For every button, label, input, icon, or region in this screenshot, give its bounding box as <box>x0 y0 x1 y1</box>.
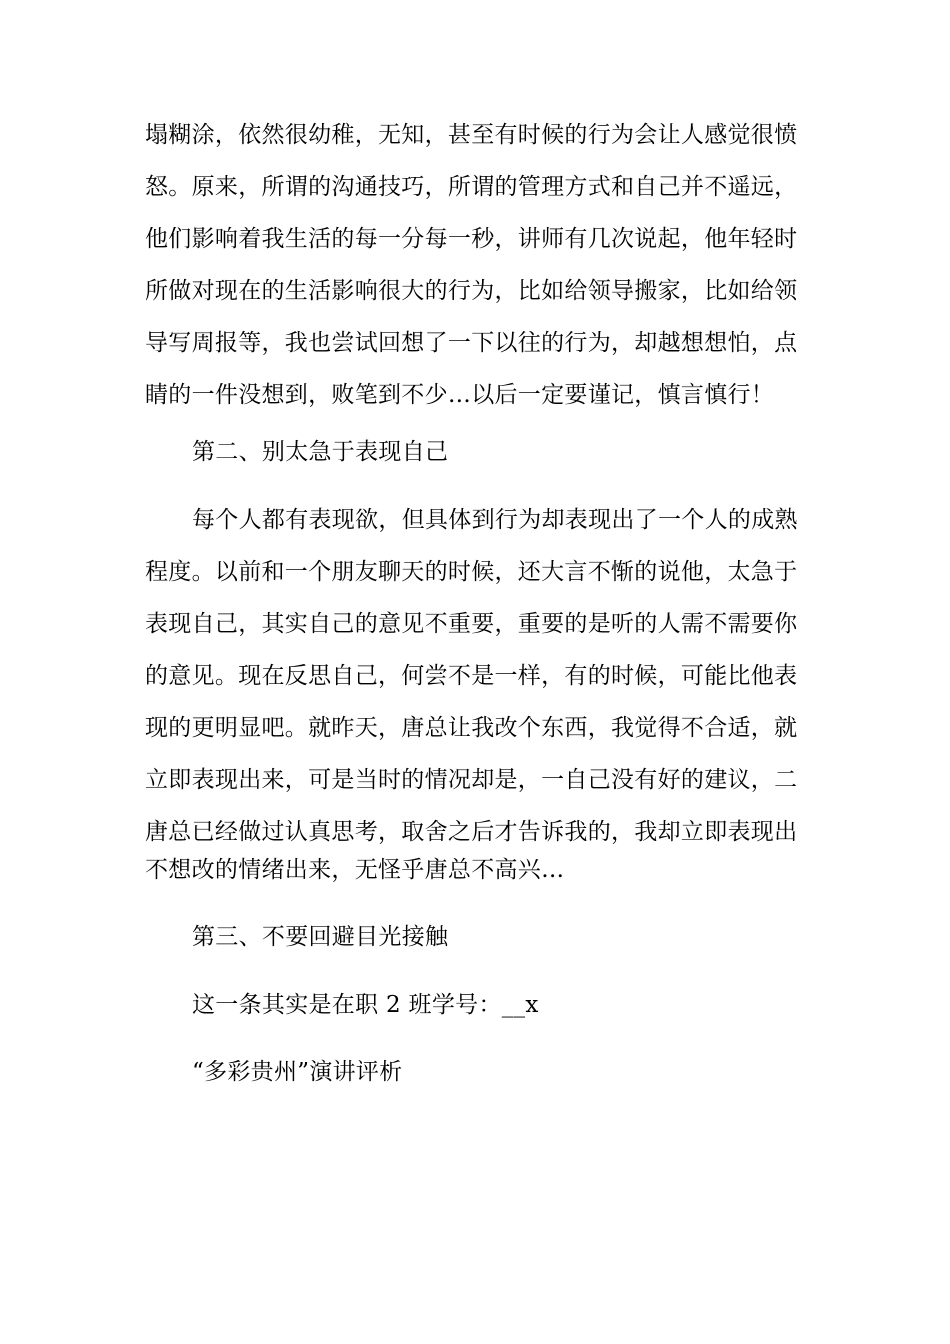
class-number-line: 这一条其实是在职 2 班学号：__x <box>192 992 539 1018</box>
paragraph1-line-2: 怒。原来，所谓的沟通技巧，所谓的管理方式和自己并不遥远， <box>145 174 798 200</box>
section-heading-3: 第三、不要回避目光接触 <box>192 924 449 950</box>
section-heading-2: 第二、别太急于表现自己 <box>192 439 449 465</box>
paragraph1-line-6: 睛的一件没想到，败笔到不少…以后一定要谨记，慎言慎行！ <box>145 382 775 408</box>
paragraph2-line-2: 程度。以前和一个朋友聊天的时候，还大言不惭的说他，太急于 <box>145 559 798 585</box>
paragraph2-line-8: 不想改的情绪出来，无怪乎唐总不高兴… <box>145 857 565 883</box>
paragraph2-line-5: 现的更明显吧。就昨天，唐总让我改个东西，我觉得不合适，就 <box>145 715 798 741</box>
paragraph2-line-3: 表现自己，其实自己的意见不重要，重要的是听的人需不需要你 <box>145 611 798 637</box>
paragraph1-line-3: 他们影响着我生活的每一分每一秒，讲师有几次说起，他年轻时 <box>145 226 798 252</box>
paragraph1-line-5: 导写周报等，我也尝试回想了一下以往的行为，却越想想怕，点 <box>145 330 798 356</box>
paragraph2-line-6: 立即表现出来，可是当时的情况却是，一自己没有好的建议，二 <box>145 767 798 793</box>
paragraph2-line-7: 唐总已经做过认真思考，取舍之后才告诉我的，我却立即表现出 <box>145 819 798 845</box>
speech-title-line: “多彩贵州”演讲评析 <box>192 1059 403 1085</box>
paragraph2-line-4: 的意见。现在反思自己，何尝不是一样，有的时候，可能比他表 <box>145 663 798 689</box>
paragraph2-line-1: 每个人都有表现欲，但具体到行为却表现出了一个人的成熟 <box>192 507 798 533</box>
paragraph1-line-4: 所做对现在的生活影响很大的行为，比如给领导搬家，比如给领 <box>145 278 798 304</box>
paragraph1-line-1: 塌糊涂，依然很幼稚，无知，甚至有时候的行为会让人感觉很愤 <box>145 122 798 148</box>
